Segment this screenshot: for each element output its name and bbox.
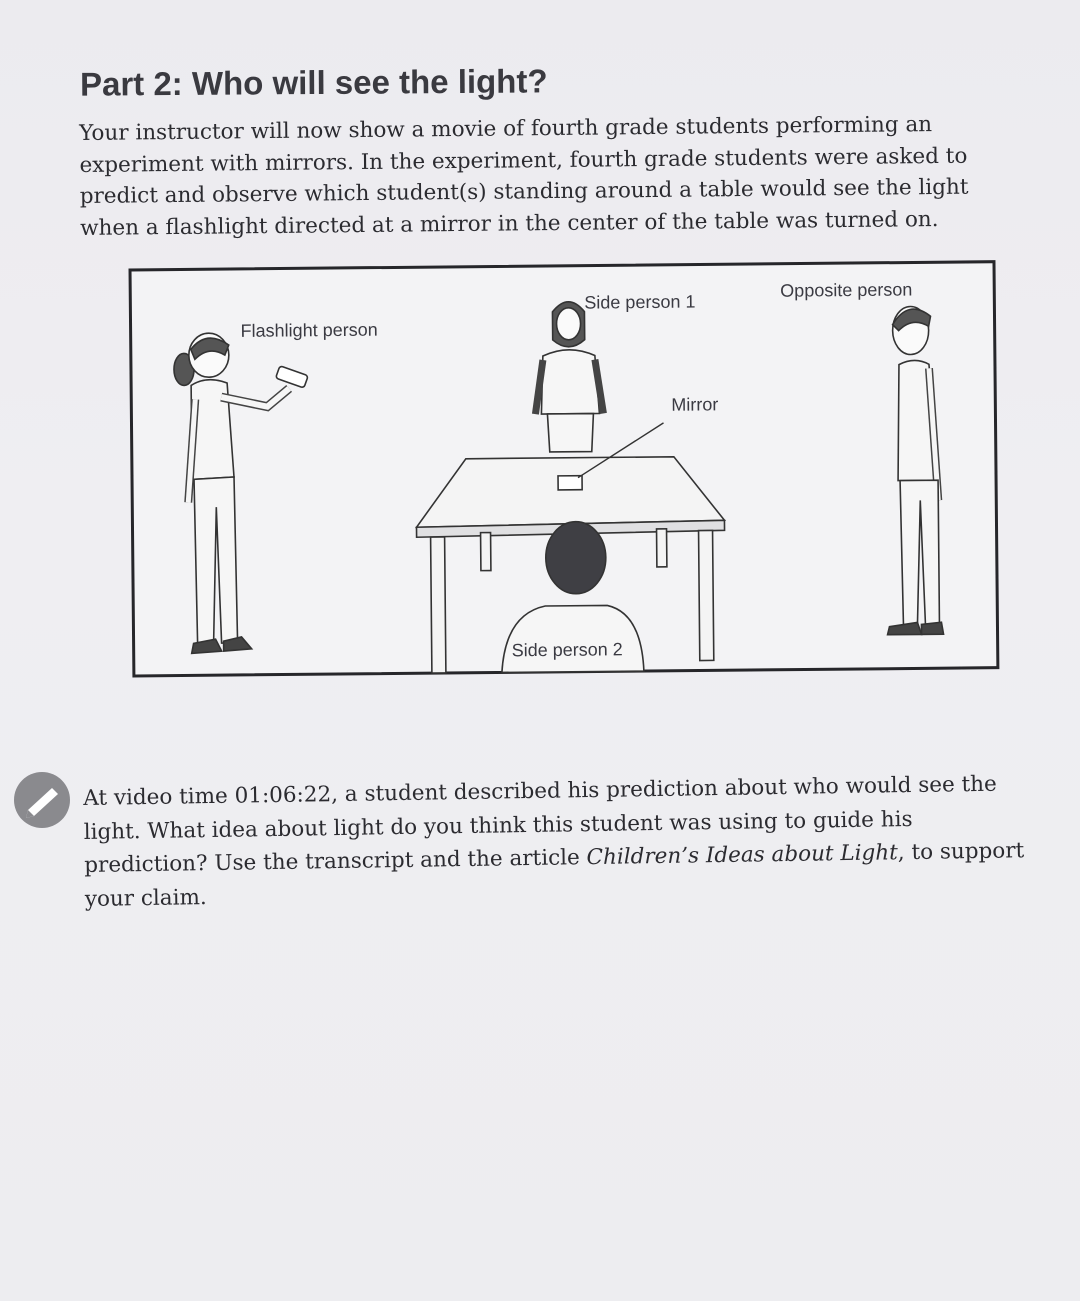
question-prompt	[83, 767, 1030, 916]
experiment-illustration	[128, 260, 1010, 680]
question-text-end: , to support your claim.	[84, 838, 1025, 912]
label-flashlight-person: Flashlight person	[240, 319, 378, 341]
intro-paragraph: Your instructor will now show a movie of fourth grade students performing an experiment with mirrors. In the experiment, fourth grade students were asked to predict and observe which student(s) standing around a table would see the light when a flashlight directed at a mirror in the center of the table was turned on.	[79, 112, 969, 241]
question-text-start: At video time 01:06:22, a student described his prediction about who would see the light. What idea about light do you think this student was using to guide his prediction? Use the transcript and the article	[83, 771, 997, 878]
label-side-person-2: Side person 2	[511, 639, 623, 661]
label-side-person-1: Side person 1	[584, 291, 696, 313]
pencil-icon	[12, 770, 72, 834]
label-opposite-person: Opposite person	[780, 279, 913, 301]
label-mirror: Mirror	[671, 394, 719, 415]
experiment-figure	[128, 260, 1010, 680]
section-title: Part 2: Who will see the light?	[79, 62, 548, 103]
article-title: Children’s Ideas about Light	[586, 840, 899, 871]
